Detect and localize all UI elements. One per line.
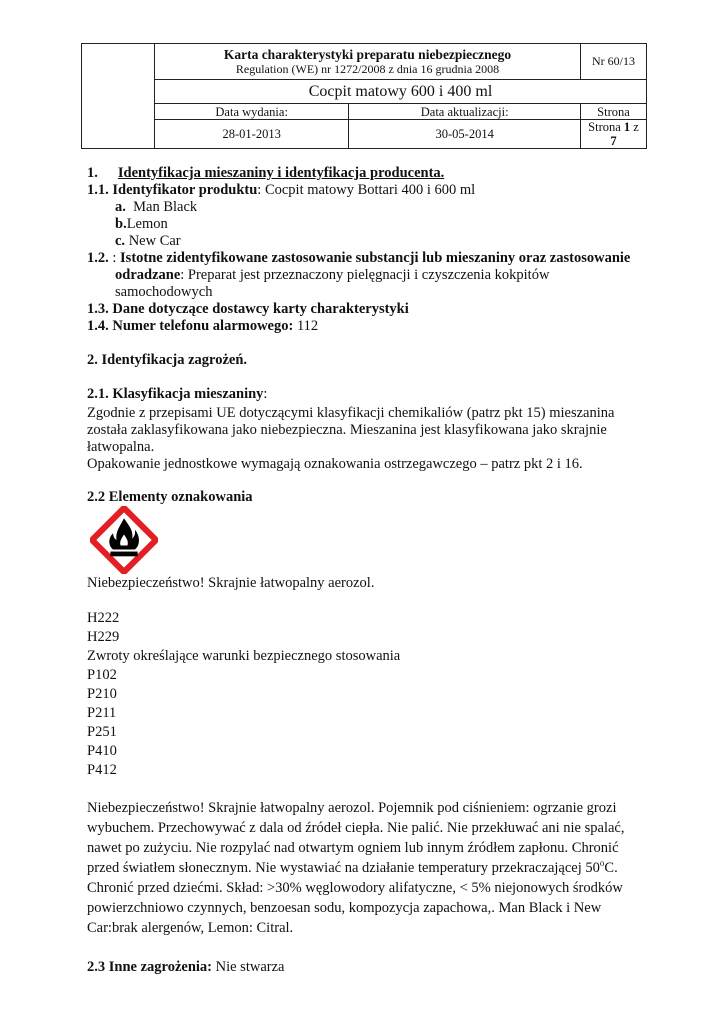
section-2-heading: 2. Identyfikacja zagrożeń. bbox=[87, 352, 248, 368]
logo-cell bbox=[82, 44, 155, 149]
hazard-paragraph-line-1: Niebezpieczeństwo! Skrajnie łatwopalny aerozol. Pojemnik pod ciśnieniem: ogrzanie grozi bbox=[87, 800, 617, 816]
precautionary-code-p210: P210 bbox=[87, 686, 117, 702]
precautionary-code-p251: P251 bbox=[87, 724, 117, 740]
page-number: Strona 1 z 7 bbox=[581, 120, 647, 149]
hazard-paragraph-line-3: nawet po zużyciu. Nie rozpylać nad otwartym ogniem lub innym źródłem zapłonu. Chronić bbox=[87, 840, 619, 856]
hazard-paragraph-line-2: wybuchem. Przechowywać z dala od źródeł ciepła. Nie palić. Nie przekłuwać ani nie spalać, bbox=[87, 820, 625, 836]
section-2-2-heading: 2.2 Elementy oznakowania bbox=[87, 489, 253, 505]
page-label: Strona bbox=[581, 104, 647, 120]
signal-word-text: Niebezpieczeństwo! Skrajnie łatwopalny aerozol. bbox=[87, 575, 375, 591]
section-2-1-heading: 2.1. Klasyfikacja mieszaniny: bbox=[87, 386, 268, 402]
hazard-paragraph-line-4: przed światłem słonecznym. Nie wystawiać na działanie temperatury przekraczającej 50$^o$C. bbox=[87, 858, 618, 876]
hazard-paragraph-line-7: Car:brak alergenów, Lemon: Citral. bbox=[87, 920, 294, 936]
section-1-heading: 1. Identyfikacja mieszaniny i identyfikacja producenta. bbox=[87, 165, 445, 181]
product-name: Cocpit matowy 600 i 400 ml bbox=[155, 80, 647, 104]
variant-b: b.Lemon bbox=[115, 216, 168, 232]
classification-line-4: Opakowanie jednostkowe wymagają oznakowania ostrzegawczego – patrz pkt 2 i 16. bbox=[87, 456, 583, 472]
header-title-cell bbox=[155, 44, 581, 80]
document-number: Nr 60/13 bbox=[581, 44, 647, 80]
hazard-paragraph-line-6: powierzchniowo czynnych, benzoesan sodu, kompozycja zapachowa,. Man Black i New bbox=[87, 900, 602, 916]
section-1-2-line1: 1.2. : Istotne zidentyfikowane zastosowanie substancji lub mieszaniny oraz zastosowanie bbox=[87, 250, 631, 266]
classification-line-3: łatwopalna. bbox=[87, 439, 155, 455]
flame-base bbox=[110, 552, 137, 557]
section-1-2-line3: samochodowych bbox=[115, 284, 213, 300]
hazard-code-h229: H229 bbox=[87, 629, 120, 645]
section-1-2-line2: odradzane: Preparat jest przeznaczony pielęgnacji i czyszczenia kokpitów bbox=[115, 267, 550, 283]
product-identifier: 1.1. Identyfikator produktu: Cocpit matowy Bottari 400 i 600 ml bbox=[87, 182, 476, 198]
precautionary-heading: Zwroty określające warunki bezpiecznego stosowania bbox=[87, 648, 401, 664]
variant-c: c. New Car bbox=[115, 233, 181, 249]
precautionary-code-p102: P102 bbox=[87, 667, 117, 683]
variant-a: a. Man Black bbox=[115, 199, 198, 215]
issue-date-label: Data wydania: bbox=[155, 104, 349, 120]
classification-line-1: Zgodnie z przepisami UE dotyczącymi klasyfikacji chemikaliów (patrz pkt 15) mieszanina bbox=[87, 405, 615, 421]
hazard-paragraph-line-5: Chronić przed dziećmi. Skład: >30% węglowodory alifatyczne, < 5% niejonowych środków bbox=[87, 880, 623, 896]
flammable-pictogram-icon bbox=[90, 506, 158, 574]
precautionary-code-p211: P211 bbox=[87, 705, 117, 721]
section-1-3: 1.3. Dane dotyczące dostawcy karty charakterystyki bbox=[87, 301, 409, 317]
precautionary-code-p412: P412 bbox=[87, 762, 117, 778]
section-1-4: 1.4. Numer telefonu alarmowego: 112 bbox=[87, 318, 319, 334]
regulation-text: Regulation (WE) nr 1272/2008 z dnia 16 grudnia 2008 bbox=[235, 61, 500, 76]
classification-line-2: została zaklasyfikowana jako niebezpieczna. Mieszanina jest klasyfikowana jako skrajnie bbox=[87, 422, 607, 438]
issue-date: 28-01-2013 bbox=[155, 120, 349, 149]
section-2-3: 2.3 Inne zagrożenia: Nie stwarza bbox=[87, 959, 285, 975]
document-title: Karta charakterystyki preparatu niebezpiecznego bbox=[223, 46, 512, 62]
update-date-label: Data aktualizacji: bbox=[349, 104, 581, 120]
update-date: 30-05-2014 bbox=[349, 120, 581, 149]
hazard-code-h222: H222 bbox=[87, 610, 120, 626]
header-table bbox=[81, 43, 647, 149]
precautionary-code-p410: P410 bbox=[87, 743, 117, 759]
